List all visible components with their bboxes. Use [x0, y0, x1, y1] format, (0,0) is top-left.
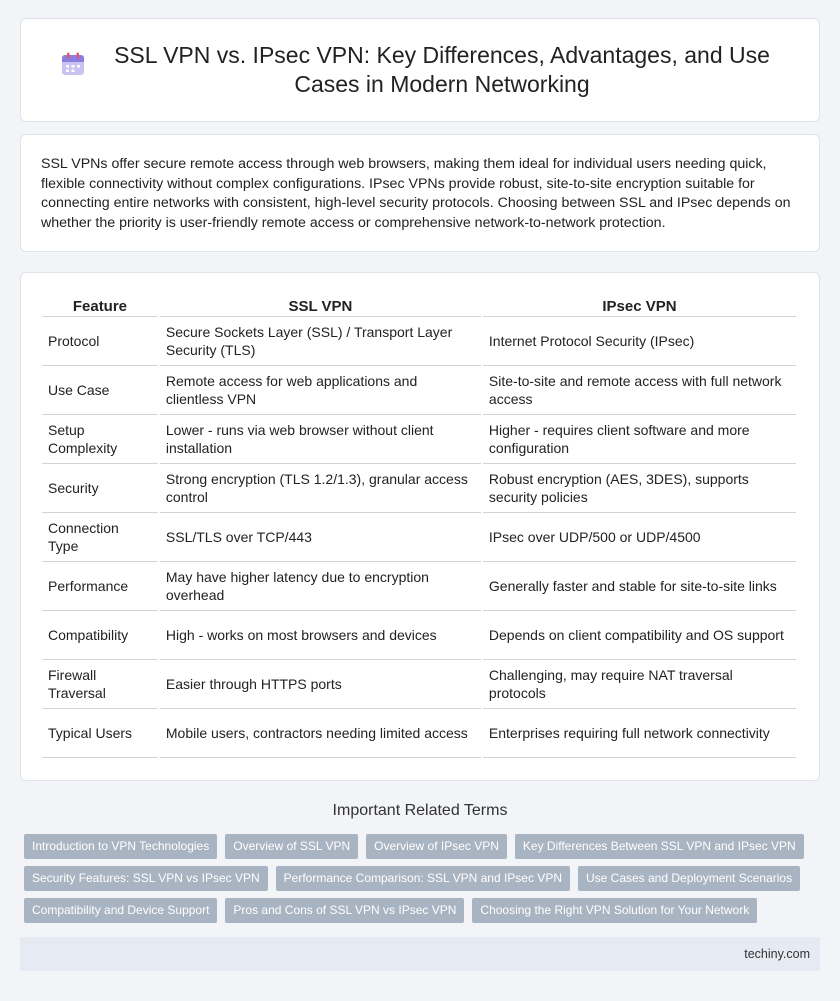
footer-bar — [20, 937, 820, 971]
table-row — [42, 415, 796, 464]
related-term-tag[interactable]: Compatibility and Device Support — [24, 898, 217, 923]
feature-cell: Firewall Traversal — [42, 660, 158, 709]
ipsec-cell: Site-to-site and remote access with full network access — [483, 366, 796, 415]
comparison-table — [40, 293, 798, 758]
calendar-icon — [60, 51, 86, 77]
ssl-cell: Mobile users, contractors needing limited access — [160, 709, 481, 758]
feature-cell: Performance — [42, 562, 158, 611]
ipsec-cell: Higher - requires client software and more configuration — [483, 415, 796, 464]
table-row — [42, 513, 796, 562]
ssl-cell: High - works on most browsers and devices — [160, 611, 481, 660]
related-term-tag[interactable]: Security Features: SSL VPN vs IPsec VPN — [24, 866, 268, 891]
title-card — [20, 18, 820, 122]
ipsec-cell: Enterprises requiring full network connectivity — [483, 709, 796, 758]
feature-cell: Connection Type — [42, 513, 158, 562]
table-header-row — [42, 293, 796, 317]
footer-brand[interactable]: techiny.com — [744, 947, 810, 961]
table-row — [42, 464, 796, 513]
intro-paragraph: SSL VPNs offer secure remote access through web browsers, making them ideal for individual users needing quick, flexible connectivity without complex configurations. IPsec VPNs provide robust, site-to-site encryption suitable for connecting entire networks with consistent, high-level security protocols. Choosing between SSL and IPsec depends on whether the priority is user-friendly remote access or comprehensive network-to-network protection. — [41, 156, 791, 231]
related-terms-heading: Important Related Terms — [332, 802, 508, 819]
feature-cell: Typical Users — [42, 709, 158, 758]
ipsec-cell: Challenging, may require NAT traversal protocols — [483, 660, 796, 709]
header-ipsec-vpn: IPsec VPN — [483, 293, 796, 317]
related-term-tag[interactable]: Use Cases and Deployment Scenarios — [578, 866, 800, 891]
feature-cell: Compatibility — [42, 611, 158, 660]
ipsec-cell: Internet Protocol Security (IPsec) — [483, 317, 796, 366]
related-term-tag[interactable]: Pros and Cons of SSL VPN vs IPsec VPN — [225, 898, 464, 923]
ssl-cell: Easier through HTTPS ports — [160, 660, 481, 709]
table-row — [42, 709, 796, 758]
table-row — [42, 660, 796, 709]
ssl-cell: Strong encryption (TLS 1.2/1.3), granular access control — [160, 464, 481, 513]
ssl-cell: SSL/TLS over TCP/443 — [160, 513, 481, 562]
feature-cell: Protocol — [42, 317, 158, 366]
ssl-cell: Lower - runs via web browser without client installation — [160, 415, 481, 464]
ipsec-cell: IPsec over UDP/500 or UDP/4500 — [483, 513, 796, 562]
table-row — [42, 562, 796, 611]
table-row — [42, 611, 796, 660]
related-term-tag[interactable]: Overview of IPsec VPN — [366, 834, 507, 859]
ipsec-cell: Depends on client compatibility and OS support — [483, 611, 796, 660]
ssl-cell: Remote access for web applications and clientless VPN — [160, 366, 481, 415]
comparison-card — [20, 272, 820, 781]
related-term-tag[interactable]: Key Differences Between SSL VPN and IPsec VPN — [515, 834, 804, 859]
title-wrap — [60, 41, 780, 99]
table-row — [42, 317, 796, 366]
ssl-cell: Secure Sockets Layer (SSL) / Transport Layer Security (TLS) — [160, 317, 481, 366]
related-terms-list — [24, 834, 820, 930]
ipsec-cell: Robust encryption (AES, 3DES), supports security policies — [483, 464, 796, 513]
related-term-tag[interactable]: Performance Comparison: SSL VPN and IPsec VPN — [276, 866, 570, 891]
related-term-tag[interactable]: Overview of SSL VPN — [225, 834, 358, 859]
ssl-cell: May have higher latency due to encryption overhead — [160, 562, 481, 611]
intro-card — [20, 134, 820, 252]
header-feature: Feature — [42, 293, 158, 317]
feature-cell: Setup Complexity — [42, 415, 158, 464]
page-title: SSL VPN vs. IPsec VPN: Key Differences, Advantages, and Use Cases in Modern Networking — [114, 42, 770, 97]
feature-cell: Security — [42, 464, 158, 513]
feature-cell: Use Case — [42, 366, 158, 415]
related-term-tag[interactable]: Introduction to VPN Technologies — [24, 834, 217, 859]
ipsec-cell: Generally faster and stable for site-to-site links — [483, 562, 796, 611]
table-row — [42, 366, 796, 415]
header-ssl-vpn: SSL VPN — [160, 293, 481, 317]
related-term-tag[interactable]: Choosing the Right VPN Solution for Your Network — [472, 898, 757, 923]
